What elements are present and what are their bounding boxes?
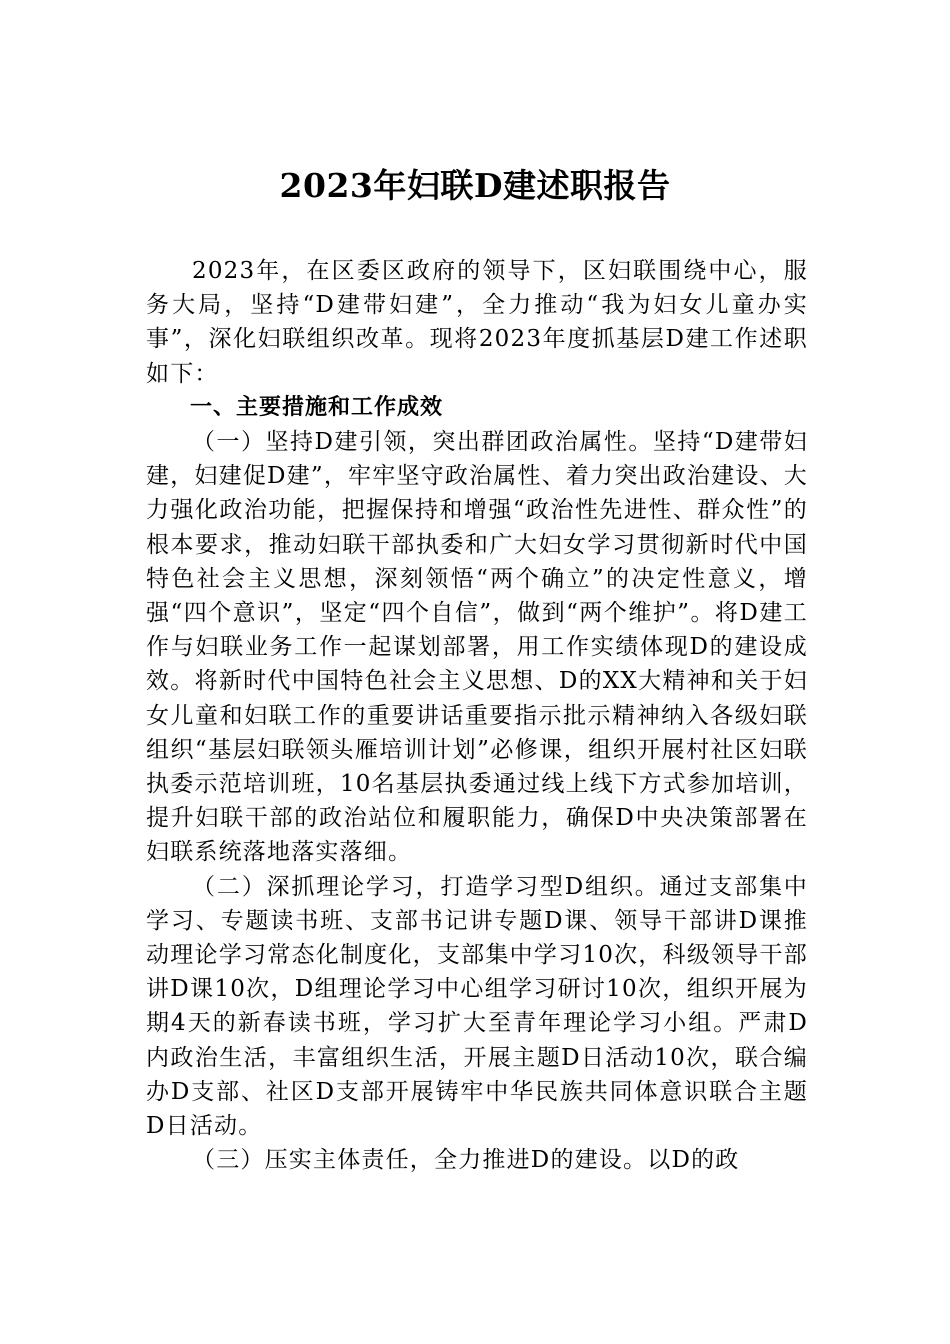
section-heading-measures: 一、主要措施和工作成效 bbox=[190, 394, 444, 420]
document-body bbox=[146, 254, 808, 1177]
intro-paragraph: 2023年，在区委区政府的领导下，区妇联围绕中心，服务大局，坚持“D建带妇建”，全力推动“我为妇女儿童办实事”，深化妇联组织改革。现将2023年度抓基层D建工作述职如下： bbox=[146, 258, 808, 387]
paragraph-party-leadership: （一）坚持D建引领，突出群团政治属性。坚持“D建带妇建，妇建促D建”，牢牢坚守政治属性、着力突出政治建设、大力强化政治功能，把握保持和增强“政治性先进性、群众性”的根本要求，推动妇联干部执委和广大妇女学习贯彻新时代中国特色社会主义思想，深刻领悟“两个确立”的决定性意义，增强“四个意识”，坚定“四个自信”，做到“两个维护”。将D建工作与妇联业务工作一起谋划部署，用工作实绩体现D的建设成效。将新时代中国特色社会主义思想、D的XX大精神和关于妇女儿童和妇联工作的重要讲话重要指示批示精神纳入各级妇联组织“基层妇联领头雁培训计划”必修课，组织开展村社区妇联执委示范培训班，10名基层执委通过线上线下方式参加培训，提升妇联干部的政治站位和履职能力，确保D中央决策部署在妇联系统落地落实落细。 bbox=[146, 429, 808, 866]
paragraph-theory-study: （二）深抓理论学习，打造学习型D组织。通过支部集中学习、专题读书班、支部书记讲专题D课、领导干部讲D课推动理论学习常态化制度化，支部集中学习10次，科级领导干部讲D课10次，D组理论学习中心组学习研讨10次，组织开展为期4天的新春读书班，学习扩大至青年理论学习小组。严肃D内政治生活，丰富组织生活，开展主题D日活动10次，联合编办D支部、社区D支部开展铸牢中华民族共同体意识联合主题D日活动。 bbox=[146, 873, 808, 1140]
document-title: 2023年妇联D建述职报告 bbox=[279, 166, 671, 205]
paragraph-main-responsibility: （三）压实主体责任，全力推进D的建设。以D的政 bbox=[192, 1147, 740, 1174]
